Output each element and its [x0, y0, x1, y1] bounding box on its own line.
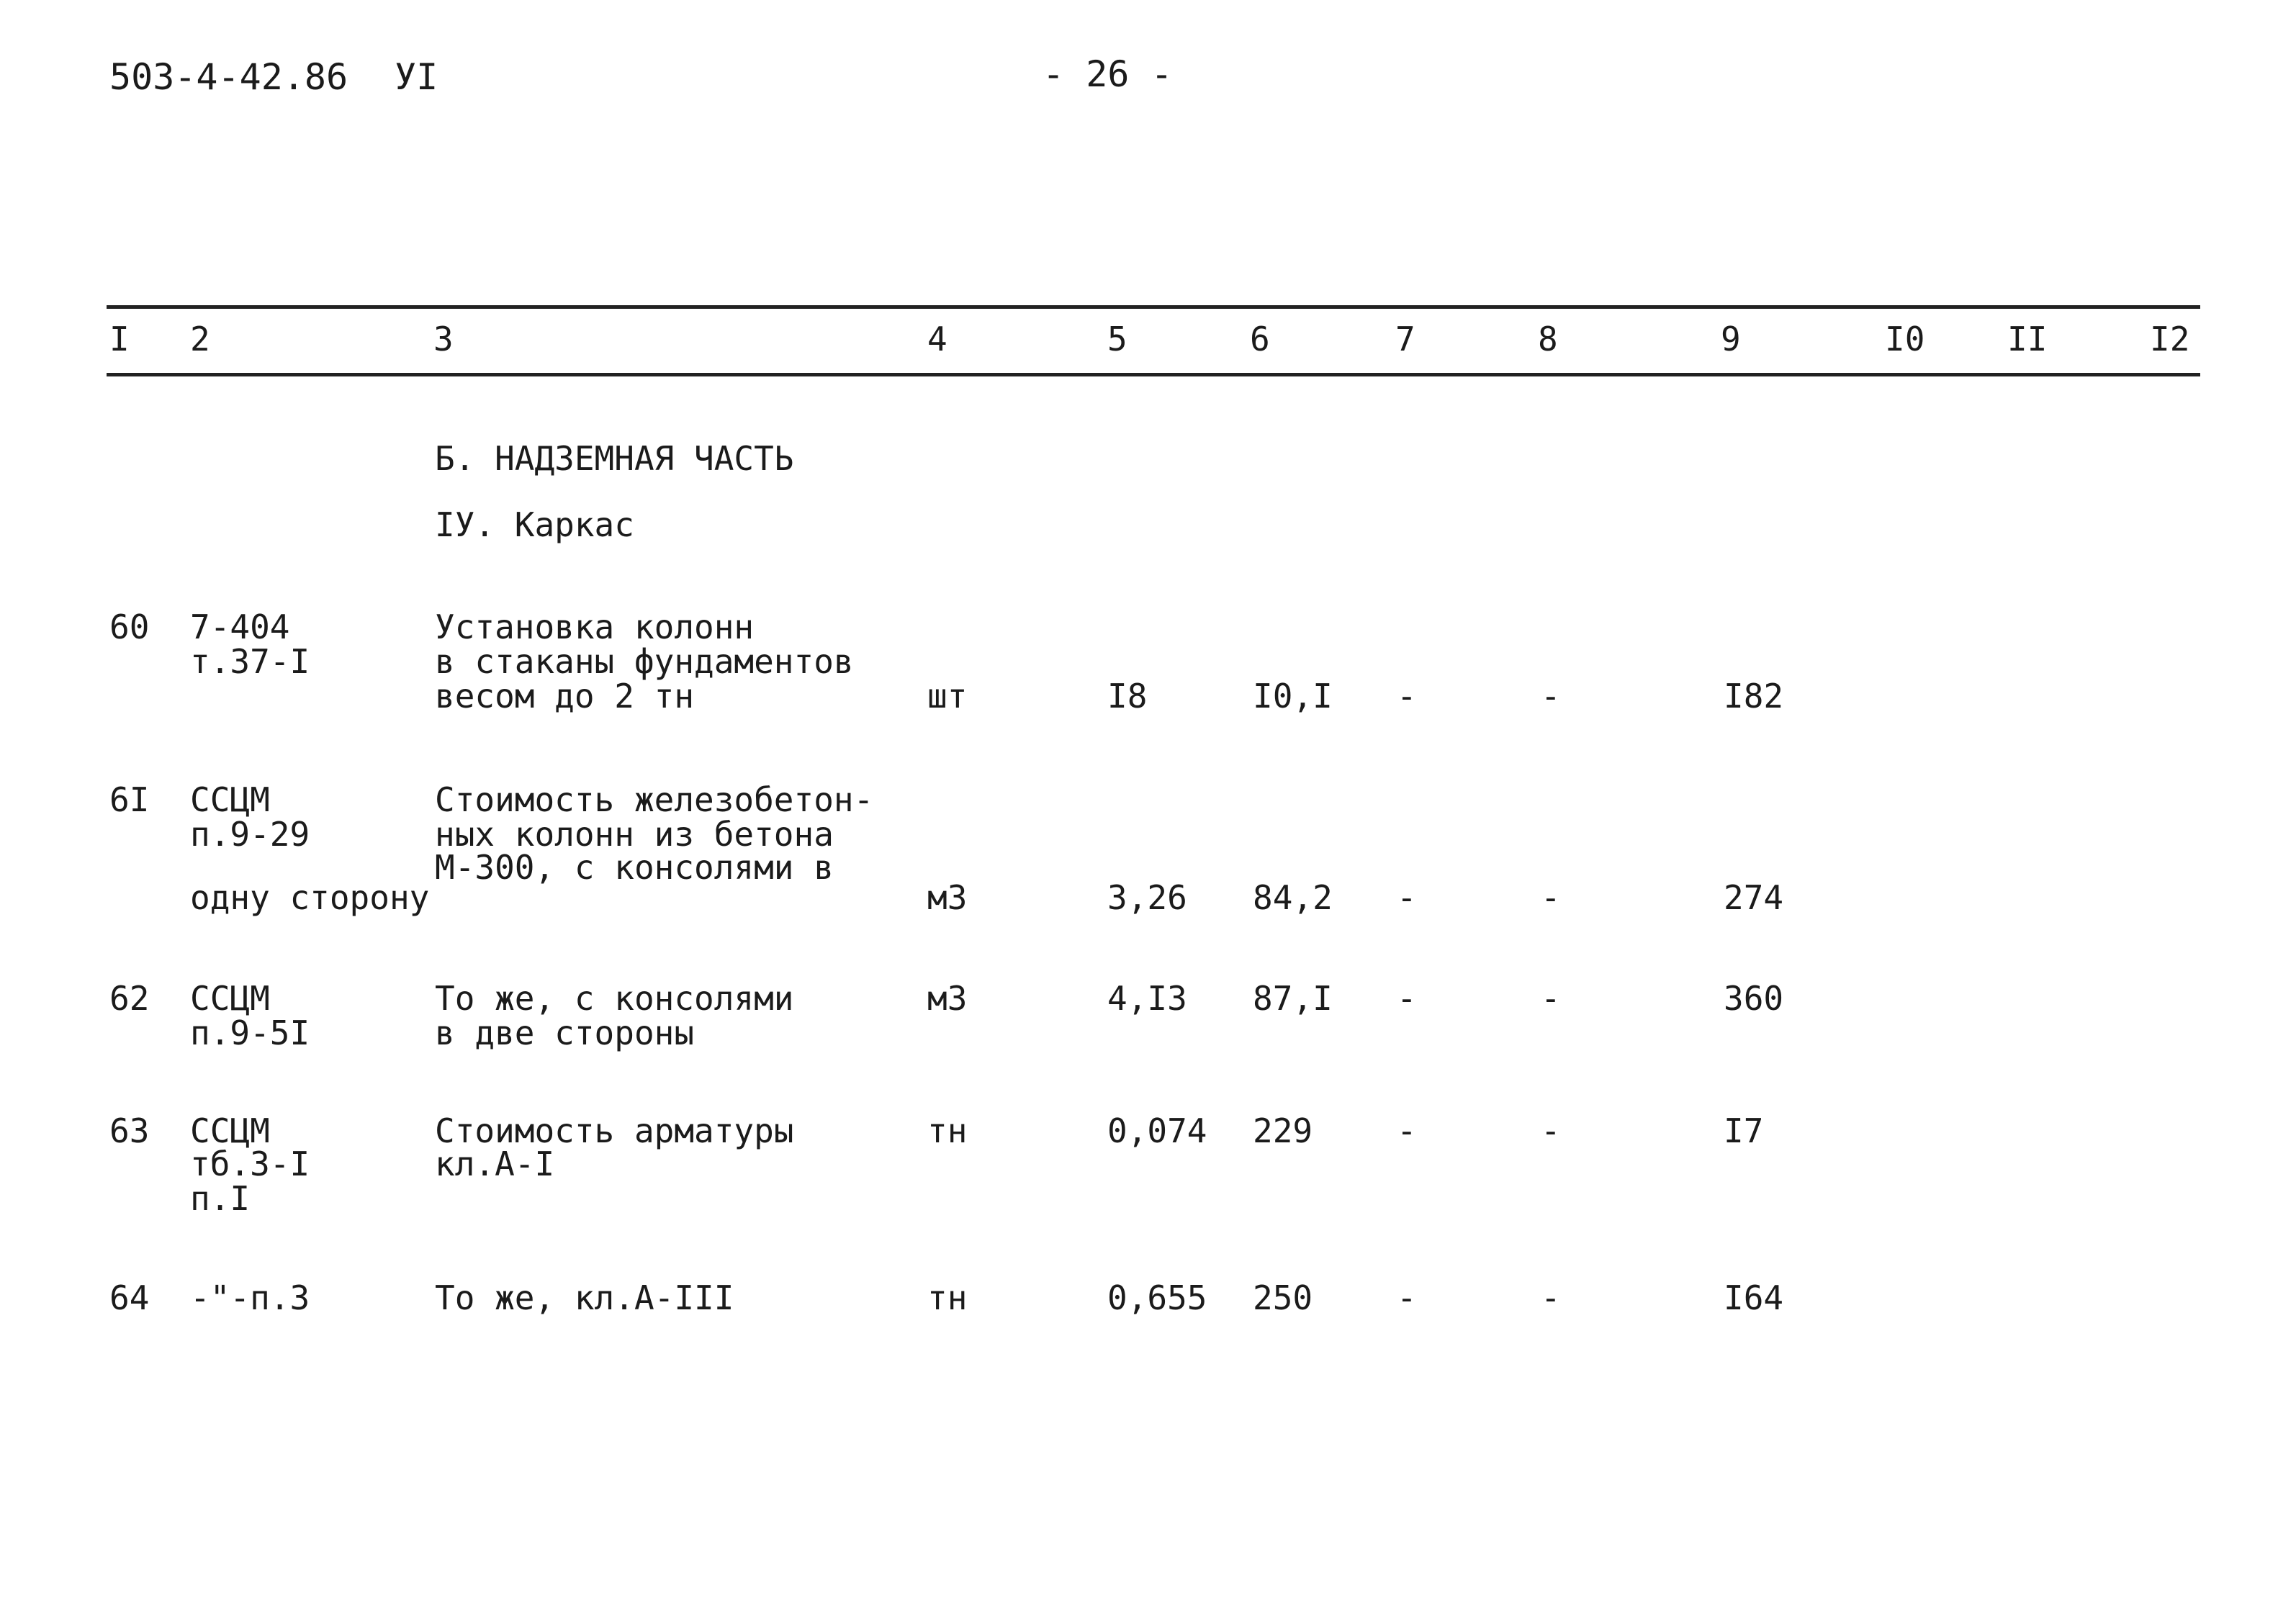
row-unit: м3: [927, 878, 968, 917]
row-unit: тн: [927, 1111, 968, 1150]
column-header: I: [109, 320, 130, 358]
row-col7: -: [1397, 1111, 1417, 1150]
row-col8: -: [1541, 878, 1561, 917]
row-col7: -: [1397, 878, 1417, 917]
row-unit: шт: [927, 677, 968, 716]
row-col8: -: [1541, 1278, 1561, 1317]
row-quantity: 0,074: [1107, 1111, 1207, 1150]
row-unit-price: 84,2: [1253, 878, 1333, 917]
row-total: 360: [1724, 979, 1784, 1018]
row-quantity: 4,I3: [1107, 979, 1187, 1018]
row-quantity: I8: [1107, 677, 1148, 716]
row-description-line: Стоимость железобетон-: [435, 780, 874, 819]
row-code-line: п.9-5I: [190, 1014, 310, 1052]
row-total: 274: [1724, 878, 1784, 917]
row-description-line: ных колонн из бетона: [435, 815, 834, 854]
row-unit: тн: [927, 1278, 968, 1317]
row-number: 60: [109, 608, 150, 646]
row-description-line: То же, с консолями: [435, 979, 794, 1018]
document-code: 503-4-42.86: [109, 56, 348, 98]
column-header: 7: [1395, 320, 1415, 358]
row-unit-price: 229: [1253, 1111, 1313, 1150]
row-number: 64: [109, 1278, 150, 1317]
row-description-line: Стоимость арматуры: [435, 1111, 794, 1150]
column-header: 4: [927, 320, 947, 358]
column-header: II: [2007, 320, 2048, 358]
row-total: I64: [1724, 1278, 1784, 1317]
column-header: 9: [1721, 320, 1741, 358]
row-code-line: 7-404: [190, 608, 290, 646]
column-header: I0: [1885, 320, 1925, 358]
row-number: 62: [109, 979, 150, 1018]
row-description-line: в стаканы фундаментов: [435, 642, 854, 681]
row-description-line: весом до 2 тн: [435, 677, 695, 716]
row-description-continuation: одну сторону: [190, 878, 430, 917]
row-number: 6I: [109, 780, 150, 819]
row-col8: -: [1541, 979, 1561, 1018]
row-total: I7: [1724, 1111, 1764, 1150]
row-code-line: п.9-29: [190, 815, 310, 854]
row-quantity: 0,655: [1107, 1278, 1207, 1317]
row-unit-price: 250: [1253, 1278, 1313, 1317]
row-code-line: -"-п.3: [190, 1278, 310, 1317]
row-code-line: п.I: [190, 1179, 251, 1218]
row-unit-price: I0,I: [1253, 677, 1333, 716]
page-number: - 26 -: [1043, 53, 1173, 95]
row-col8: -: [1541, 1111, 1561, 1150]
column-header: 2: [190, 320, 210, 358]
row-col7: -: [1397, 979, 1417, 1018]
row-unit-price: 87,I: [1253, 979, 1333, 1018]
row-description-line: Установка колонн: [435, 608, 755, 646]
row-col7: -: [1397, 1278, 1417, 1317]
row-code-line: тб.3-I: [190, 1145, 310, 1183]
column-header: 3: [433, 320, 454, 358]
table-header-bottom-rule: [107, 373, 2200, 376]
row-total: I82: [1724, 677, 1784, 716]
column-header: 6: [1250, 320, 1270, 358]
row-number: 63: [109, 1111, 150, 1150]
row-description-line: в две стороны: [435, 1014, 695, 1052]
row-description-line: М-300, с консолями в: [435, 848, 834, 887]
row-description-line: кл.А-I: [435, 1145, 555, 1183]
table-top-rule: [107, 305, 2200, 309]
column-header: 8: [1538, 320, 1558, 358]
row-quantity: 3,26: [1107, 878, 1187, 917]
row-unit: м3: [927, 979, 968, 1018]
column-header: I2: [2150, 320, 2190, 358]
subsection-title: IУ. Каркас: [435, 505, 634, 544]
section-title: Б. НАДЗЕМНАЯ ЧАСТЬ: [435, 439, 794, 478]
row-code-line: ССЦМ: [190, 780, 270, 819]
column-header: 5: [1107, 320, 1127, 358]
row-description-line: То же, кл.А-III: [435, 1278, 734, 1317]
sheet-label: УI: [395, 56, 438, 98]
row-col7: -: [1397, 677, 1417, 716]
row-code-line: ССЦМ: [190, 979, 270, 1018]
row-code-line: ССЦМ: [190, 1111, 270, 1150]
row-code-line: т.37-I: [190, 642, 310, 681]
row-col8: -: [1541, 677, 1561, 716]
